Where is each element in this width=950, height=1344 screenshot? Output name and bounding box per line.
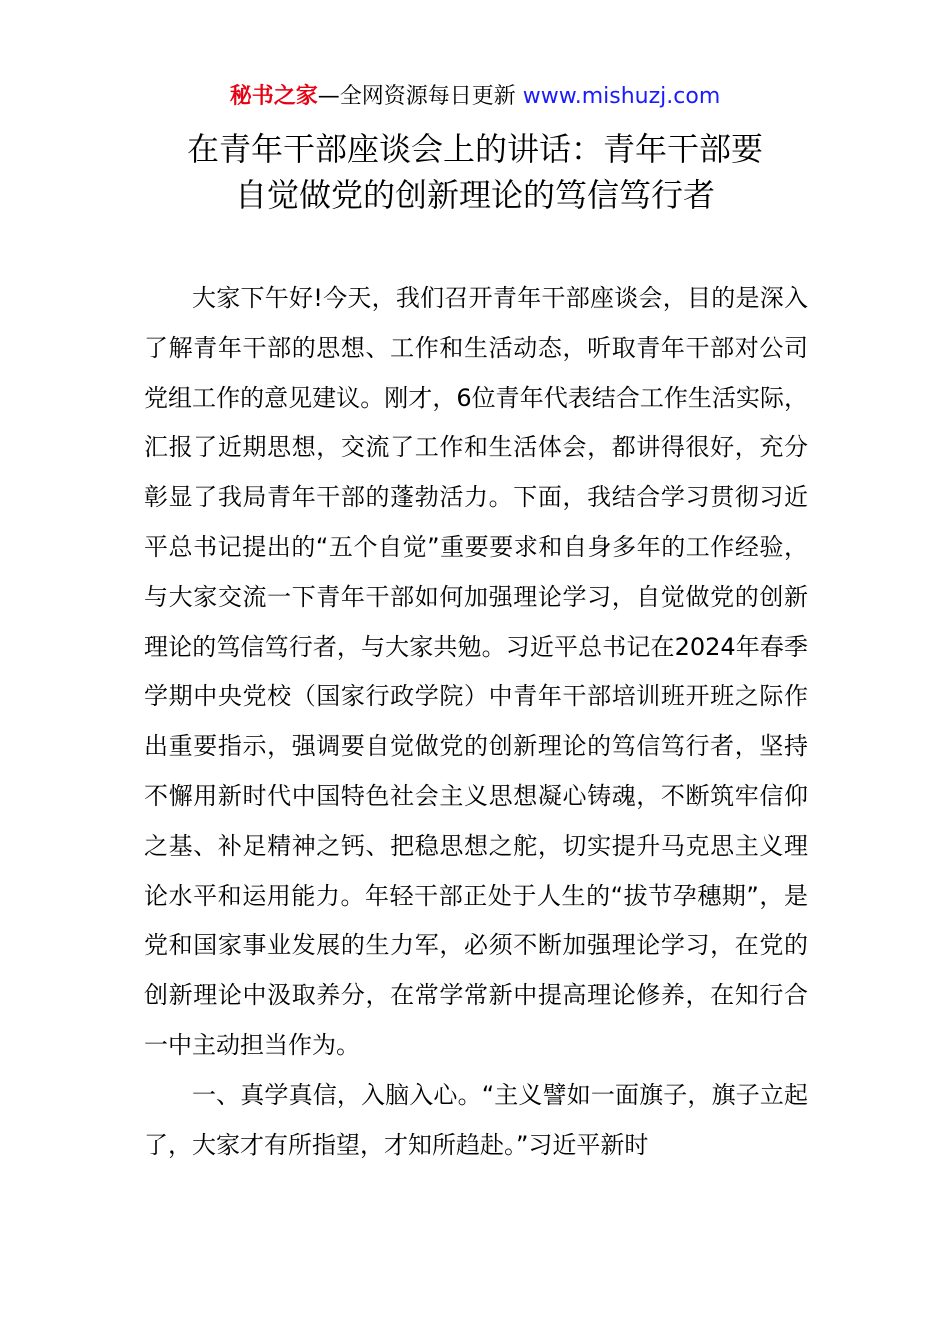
document-title bbox=[0, 126, 950, 218]
document-title-line-1: 在青年干部座谈会上的讲话：青年干部要 bbox=[186, 130, 763, 168]
site-brand: 秘书之家 bbox=[229, 84, 318, 109]
site-header bbox=[0, 82, 950, 112]
body-paragraph: 一、真学真信，入脑入心。“主义譬如一面旗子，旗子立起了，大家才有所指望，才知所趋赴。”习近平新时 bbox=[144, 1080, 808, 1159]
site-url-link[interactable]: www.mishuzj.com bbox=[522, 84, 721, 109]
body-paragraph: 大家下午好!今天，我们召开青年干部座谈会，目的是深入了解青年干部的思想、工作和生活动态，听取青年干部对公司党组工作的意见建议。刚才，6位青年代表结合工作生活实际，汇报了近期思想，交流了工作和生活体会，都讲得很好，充分彰显了我局青年干部的蓬勃活力。下面，我结合学习贯彻习近平总书记提出的“五个自觉”重要要求和自身多年的工作经验，与大家交流一下青年干部如何加强理论学习，自觉做党的创新理论的笃信笃行者，与大家共勉。习近平总书记在2024年春季学期中央党校（国家行政学院）中青年干部培训班开班之际作出重要指示，强调要自觉做党的创新理论的笃信笃行者，坚持不懈用新时代中国特色社会主义思想凝心铸魂，不断筑牢信仰之基、补足精神之钙、把稳思想之舵，切实提升马克思主义理论水平和运用能力。年轻干部正处于人生的“拔节孕穗期”，是党和国家事业发展的生力军，必须不断加强理论学习，在党的创新理论中汲取养分，在常学常新中提高理论修养，在知行合一中主动担当作为。 bbox=[144, 284, 808, 1059]
document-body bbox=[144, 274, 808, 1170]
document-title-line-2: 自觉做党的创新理论的笃信笃行者 bbox=[234, 176, 715, 214]
site-tagline: —全网资源每日更新 bbox=[317, 84, 516, 109]
